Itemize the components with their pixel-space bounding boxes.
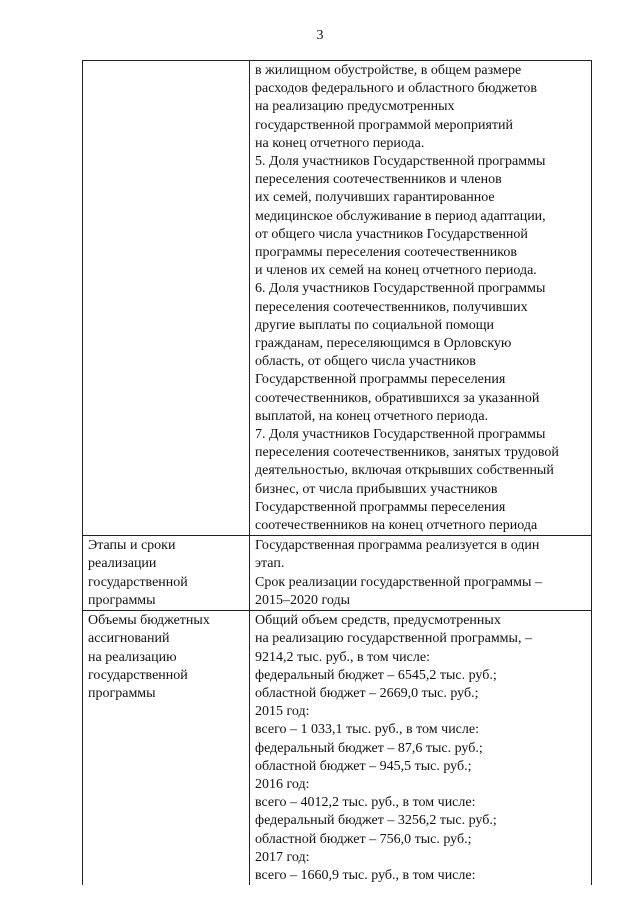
- content-line: федеральный бюджет – 3256,2 тыс. руб.;: [255, 813, 497, 829]
- content-line: 6. Доля участников Государственной программы: [255, 281, 546, 297]
- row-content-cell: [250, 611, 592, 886]
- content-line: государственной программой мероприятий: [255, 117, 514, 133]
- content-line: федеральный бюджет – 6545,2 тыс. руб.;: [255, 667, 497, 683]
- content-line: деятельностью, включая открывших собственный: [255, 463, 554, 479]
- content-line: на реализацию государственной программы, –: [255, 631, 532, 647]
- content-line: программы переселения соотечественников: [255, 245, 517, 261]
- label-line: Объемы бюджетных: [88, 613, 210, 629]
- label-line: на реализацию: [88, 649, 177, 665]
- content-line: на реализацию предусмотренных: [255, 99, 455, 115]
- content-line: соотечественников на конец отчетного периода: [255, 518, 538, 534]
- label-line: программы: [88, 685, 156, 701]
- content-line: Государственной программы переселения: [255, 499, 506, 515]
- content-line: всего – 4012,2 тыс. руб., в том числе:: [255, 795, 476, 811]
- label-line: государственной: [88, 667, 188, 683]
- content-line: 9214,2 тыс. руб., в том числе:: [255, 649, 430, 665]
- content-line: 2016 год:: [255, 776, 310, 792]
- content-line: переселения соотечественников, занятых трудовой: [255, 445, 559, 461]
- content-line: федеральный бюджет – 87,6 тыс. руб.;: [255, 740, 483, 756]
- content-line: переселения соотечественников, получивших: [255, 299, 528, 315]
- content-line: всего – 1660,9 тыс. руб., в том числе:: [255, 867, 476, 883]
- content-line: переселения соотечественников и членов: [255, 172, 502, 188]
- content-line: Государственной программы переселения: [255, 372, 506, 388]
- content-line: область, от общего числа участников: [255, 354, 476, 370]
- content-line: Срок реализации государственной программы –: [255, 574, 542, 590]
- table-row: [83, 536, 592, 611]
- row-content-cell: [250, 61, 592, 536]
- content-line: выплатой, на конец отчетного периода.: [255, 408, 489, 424]
- content-line: в жилищном обустройстве, в общем размере: [255, 63, 522, 78]
- table-row: [83, 61, 592, 536]
- content-line: бизнес, от числа прибывших участников: [255, 481, 498, 497]
- label-line: Этапы и сроки: [88, 538, 176, 554]
- row-label-cell: [83, 536, 250, 611]
- label-line: реализации: [88, 556, 157, 572]
- content-line: 7. Доля участников Государственной программы: [255, 427, 546, 443]
- content-line: другие выплаты по социальной помощи: [255, 317, 494, 333]
- table-row: [83, 611, 592, 886]
- label-line: государственной: [88, 574, 188, 590]
- page-number: 3: [316, 28, 324, 43]
- content-line: расходов федерального и областного бюджетов: [255, 81, 537, 97]
- content-line: областной бюджет – 945,5 тыс. руб.;: [255, 758, 472, 774]
- content-line: их семей, получивших гарантированное: [255, 190, 495, 206]
- content-line: гражданам, переселяющимся в Орловскую: [255, 336, 512, 352]
- content-line: областной бюджет – 2669,0 тыс. руб.;: [255, 685, 479, 701]
- program-passport-table: [82, 60, 592, 885]
- content-line: от общего числа участников Государственной: [255, 226, 528, 242]
- content-line: 5. Доля участников Государственной программы: [255, 154, 546, 170]
- content-line: соотечественников, обратившихся за указанной: [255, 390, 540, 406]
- content-line: 2015 год:: [255, 704, 310, 720]
- content-line: Государственная программа реализуется в один: [255, 538, 540, 554]
- row-label-cell: [83, 61, 250, 536]
- label-line: программы: [88, 592, 156, 608]
- content-line: этап.: [255, 556, 285, 572]
- content-line: 2017 год:: [255, 849, 310, 865]
- content-line: 2015–2020 годы: [255, 592, 351, 608]
- label-line: ассигнований: [88, 631, 170, 647]
- content-line: областной бюджет – 756,0 тыс. руб.;: [255, 831, 472, 847]
- row-content-cell: [250, 536, 592, 611]
- row-label-cell: [83, 611, 250, 886]
- content-line: на конец отчетного периода.: [255, 135, 425, 151]
- content-line: Общий объем средств, предусмотренных: [255, 613, 501, 629]
- content-line: медицинское обслуживание в период адаптации,: [255, 208, 546, 224]
- content-line: и членов их семей на конец отчетного периода.: [255, 263, 537, 279]
- content-line: всего – 1 033,1 тыс. руб., в том числе:: [255, 722, 479, 738]
